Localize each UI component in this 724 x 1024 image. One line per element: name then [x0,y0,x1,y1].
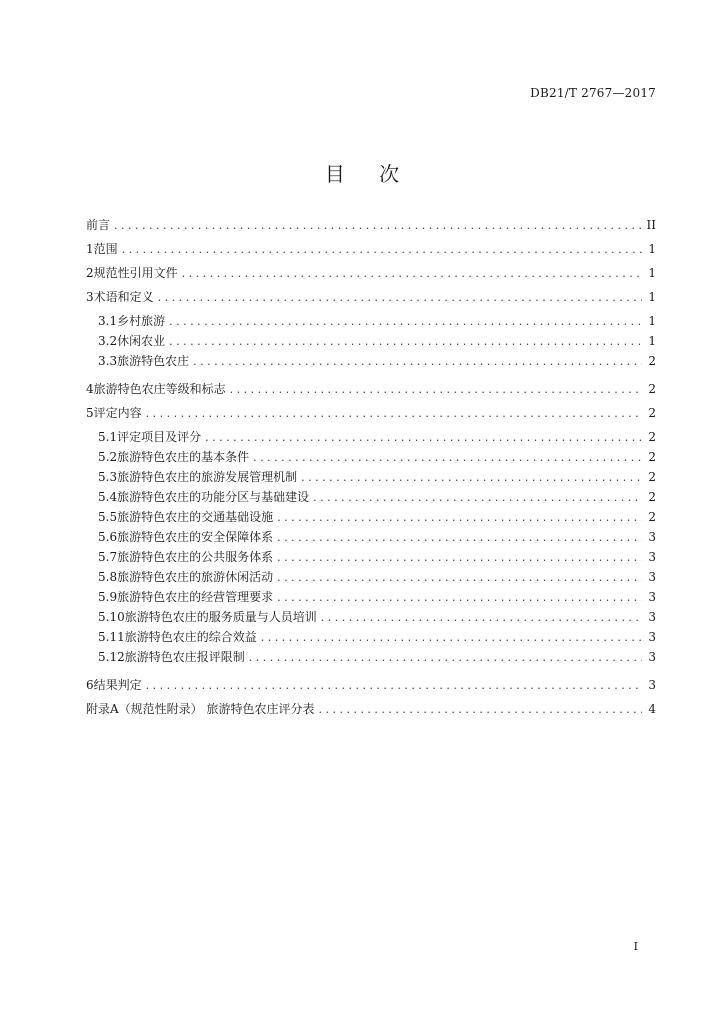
toc-entry-number: 5.5 [98,510,118,524]
toc-entry-label: 评定项目及评分 [117,430,202,444]
toc-entry-page: 3 [648,590,656,604]
toc-entry-number: 5.3 [98,470,118,484]
toc-leader-dots [318,703,642,716]
toc-entry-number: 5.8 [98,570,118,584]
toc-entry[interactable] [86,264,656,281]
toc-entry[interactable] [86,508,656,525]
toc-leader-dots [182,267,642,280]
toc-entry-number: 5.9 [98,590,118,604]
toc-entry-label: 旅游特色农庄的安全保障体系 [117,530,274,544]
toc-entry[interactable] [86,288,656,305]
toc-entry[interactable] [86,588,656,605]
toc-entry[interactable] [86,240,656,257]
toc-leader-dots [122,243,642,256]
toc-leader-dots [158,291,642,304]
toc-entry[interactable] [86,548,656,565]
toc-entry-page: 3 [648,678,656,692]
toc-entry[interactable] [86,312,656,329]
toc-leader-dots [321,611,642,624]
toc-entry-page: 2 [648,406,656,420]
toc-entry[interactable] [86,528,656,545]
toc-entry-page: 1 [648,314,656,328]
toc-entry-page: 3 [648,610,656,624]
toc-entry[interactable] [86,568,656,585]
toc-entry[interactable] [86,676,656,693]
toc-entry[interactable] [86,448,656,465]
toc-leader-dots [277,571,642,584]
toc-entry-number: 3.3 [98,354,118,368]
toc-entry-number: 5 [86,406,94,420]
toc-leader-dots [261,631,642,644]
toc-entry-label: 结果判定 [93,678,142,692]
toc-entry-label: 评定内容 [93,406,142,420]
toc-entry-page: 2 [648,510,656,524]
toc-entry-page: 2 [648,430,656,444]
toc-entry-page: 3 [648,550,656,564]
toc-entry-label: 休闲农业 [117,334,166,348]
toc-leader-dots [277,551,642,564]
toc-entry-label: 旅游特色农庄的旅游休闲活动 [117,570,274,584]
toc-leader-dots [301,471,642,484]
toc-entry-label: 旅游特色农庄的经营管理要求 [117,590,274,604]
document-code: DB21/T 2767—2017 [530,86,656,100]
toc-entry-label: 术语和定义 [93,290,154,304]
toc-entry-number: 5.10 [98,610,125,624]
toc-entry-label: 范围 [93,242,118,256]
toc-entry-number: 3.1 [98,314,118,328]
toc-entry-label: 旅游特色农庄的公共服务体系 [117,550,274,564]
toc-entry-page: 3 [648,570,656,584]
toc-leader-dots [277,511,642,524]
toc-entry[interactable] [86,352,656,369]
toc-entry[interactable] [86,468,656,485]
toc-entry-number: 4 [86,382,94,396]
toc-entry-page: 3 [648,630,656,644]
toc-leader-dots [277,591,642,604]
toc-entry-page: 1 [648,266,656,280]
toc-leader-dots [230,383,642,396]
toc-entry-page: 1 [648,290,656,304]
toc-entry-number: 2 [86,266,94,280]
toc-entry-number: 1 [86,242,94,256]
toc-entry-page: 2 [648,490,656,504]
toc-entry-label: 旅游特色农庄等级和标志 [93,382,226,396]
toc-entry[interactable] [86,608,656,625]
toc-entry-label: 旅游特色农庄 [117,354,190,368]
toc-leader-dots [205,431,642,444]
toc-entry-page: 1 [648,334,656,348]
toc-entry[interactable] [86,332,656,349]
toc-entry-number: 5.7 [98,550,118,564]
page-number: I [633,940,638,953]
toc-entry-page: 2 [648,354,656,368]
toc-entry-label: 旅游特色农庄的服务质量与人员培训 [124,610,317,624]
toc-entry-number: 5.2 [98,450,118,464]
toc-entry-number: 5.4 [98,490,118,504]
toc-leader-dots [146,679,642,692]
toc-entry-page: 2 [648,450,656,464]
toc-entry[interactable] [86,648,656,665]
toc-entry[interactable] [86,404,656,421]
toc-entry-page: 1 [648,242,656,256]
toc-leader-dots [169,335,642,348]
toc-entry[interactable] [86,216,656,233]
toc-leader-dots [114,219,642,232]
toc-leader-dots [169,315,642,328]
toc-leader-dots [193,355,642,368]
toc-leader-dots [277,531,642,544]
toc-entry-label: 旅游特色农庄的基本条件 [117,450,250,464]
toc-entry[interactable] [86,428,656,445]
toc-entry-number: 5.12 [98,650,125,664]
toc-title: 目 次 [324,162,414,186]
toc-entry-page: 2 [648,382,656,396]
toc-entry-label: 旅游特色农庄的交通基础设施 [117,510,274,524]
toc-entry-number: 5.1 [98,430,118,444]
toc-entry-page: 4 [648,702,656,716]
toc-entry-page: 3 [648,530,656,544]
toc-entry-page: 3 [648,650,656,664]
toc-entry-label: 附录A（规范性附录） 旅游特色农庄评分表 [86,702,315,716]
toc-entry-number: 5.11 [98,630,125,644]
toc-leader-dots [249,651,642,664]
toc-entry-label: 旅游特色农庄的综合效益 [124,630,257,644]
toc-entry-label: 旅游特色农庄的旅游发展管理机制 [117,470,298,484]
toc-entry-number: 3 [86,290,94,304]
toc-entry-label: 规范性引用文件 [93,266,178,280]
toc-leader-dots [146,407,642,420]
toc-entry-page: 2 [648,470,656,484]
toc-entry[interactable] [86,628,656,645]
toc-entry-label: 旅游特色农庄的功能分区与基础建设 [117,490,310,504]
toc-entry-number: 3.2 [98,334,118,348]
toc-entry-label: 旅游特色农庄报评限制 [124,650,245,664]
toc-entry[interactable] [86,380,656,397]
toc-entry-page: II [646,218,656,232]
toc-entry-number: 5.6 [98,530,118,544]
toc-entry[interactable] [86,488,656,505]
toc-entry-label: 乡村旅游 [117,314,166,328]
toc-entry-label: 前言 [86,218,111,232]
toc-leader-dots [313,491,642,504]
toc-entry-number: 6 [86,678,94,692]
toc-leader-dots [253,451,642,464]
toc-entry[interactable] [86,700,656,717]
